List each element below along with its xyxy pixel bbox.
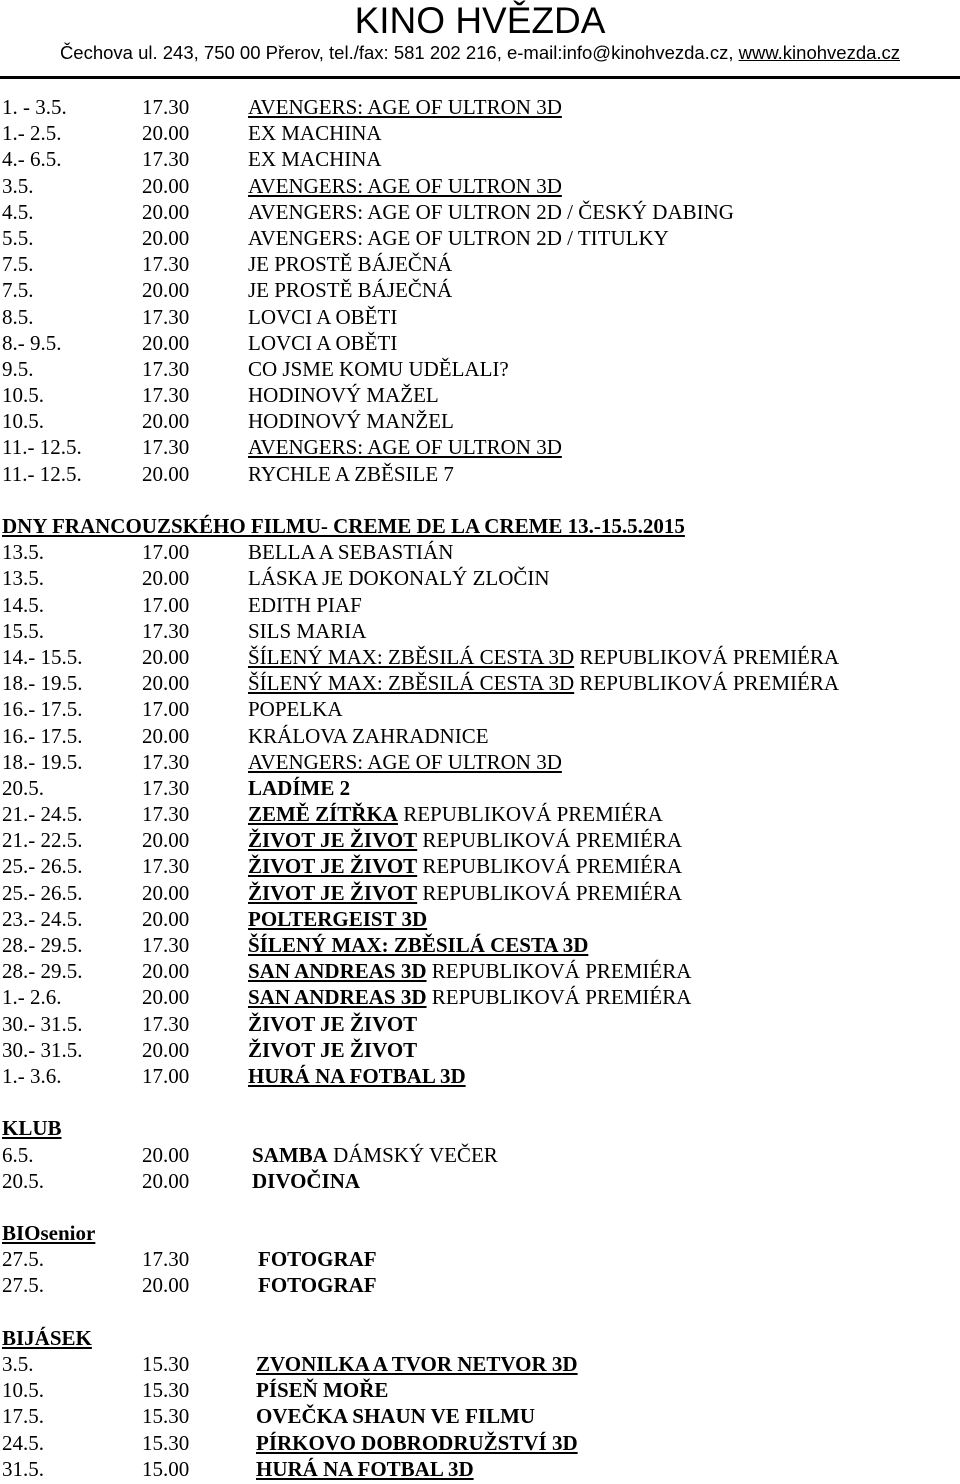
screening-date: 16.- 17.5. xyxy=(2,697,83,722)
screening-date: 6.5. xyxy=(2,1142,34,1167)
screening-date: 24.5. xyxy=(2,1430,44,1455)
screening-time: 15.00 xyxy=(142,1456,190,1481)
film-entry xyxy=(248,670,839,696)
film-entry xyxy=(248,356,509,382)
film-entry xyxy=(248,225,669,251)
film-entry xyxy=(248,827,682,853)
film-title: ŽIVOT JE ŽIVOT xyxy=(248,1037,418,1062)
schedule-row xyxy=(0,723,960,749)
screening-date: 23.- 24.5. xyxy=(2,906,83,931)
film-entry xyxy=(248,932,588,958)
bijasek-program-list xyxy=(0,1351,960,1482)
schedule-row xyxy=(0,1377,960,1403)
screening-time: 20.00 xyxy=(142,1037,190,1062)
film-note: REPUBLIKOVÁ PREMIÉRA xyxy=(431,985,692,1010)
film-entry xyxy=(248,696,343,722)
film-note: DÁMSKÝ VEČER xyxy=(333,1142,498,1167)
film-note: REPUBLIKOVÁ PREMIÉRA xyxy=(403,802,663,827)
page-header xyxy=(0,0,960,65)
schedule-row xyxy=(0,173,960,199)
film-title: SILS MARIA xyxy=(248,618,367,643)
festival-heading: DNY FRANCOUZSKÉHO FILMU- CREME DE LA CREME 13.-15.5.2015 xyxy=(2,514,685,538)
film-entry xyxy=(248,723,489,749)
screening-time: 17.30 xyxy=(142,1011,190,1036)
film-title: JE PROSTĚ BÁJEČNÁ xyxy=(248,252,453,277)
contact-line xyxy=(0,41,960,65)
film-entry xyxy=(248,251,452,277)
film-note: REPUBLIKOVÁ PREMIÉRA xyxy=(431,959,692,984)
film-title: DIVOČINA xyxy=(252,1168,361,1193)
screening-time: 20.00 xyxy=(142,959,190,984)
schedule-row xyxy=(0,984,960,1010)
cinema-title: KINO HVĚZDA xyxy=(354,0,606,41)
screening-date: 30.- 31.5. xyxy=(2,1037,83,1062)
schedule-row xyxy=(0,592,960,618)
screening-time: 20.00 xyxy=(142,723,190,748)
film-title: ŠÍLENÝ MAX: ZBĚSILÁ CESTA 3D xyxy=(248,933,589,957)
screening-date: 27.5. xyxy=(2,1273,44,1298)
screening-time: 20.00 xyxy=(142,644,190,669)
film-title: HODINOVÝ MANŽEL xyxy=(248,409,454,434)
film-title: ŠÍLENÝ MAX: ZBĚSILÁ CESTA 3D xyxy=(248,671,575,696)
film-entry xyxy=(248,801,663,827)
schedule-row xyxy=(0,120,960,146)
film-entry xyxy=(256,1377,388,1403)
screening-date: 20.5. xyxy=(2,775,44,800)
screening-date: 4.- 6.5. xyxy=(2,147,62,172)
screening-time: 17.30 xyxy=(142,854,190,879)
film-entry xyxy=(248,775,350,801)
screening-time: 17.30 xyxy=(142,802,190,827)
screening-date: 13.5. xyxy=(2,566,44,591)
film-title: HURÁ NA FOTBAL 3D xyxy=(248,1063,466,1088)
schedule-row xyxy=(0,1168,960,1194)
schedule-row xyxy=(0,199,960,225)
screening-date: 14.- 15.5. xyxy=(2,644,83,669)
film-title: AVENGERS: AGE OF ULTRON 3D xyxy=(248,173,562,198)
schedule-row xyxy=(0,853,960,879)
film-note: REPUBLIKOVÁ PREMIÉRA xyxy=(422,828,683,853)
film-entry xyxy=(248,277,452,303)
screening-time: 17.30 xyxy=(142,435,190,460)
biosenior-heading: BIOsenior xyxy=(2,1221,96,1246)
screening-date: 14.5. xyxy=(2,592,44,617)
schedule-row xyxy=(0,408,960,434)
film-entry xyxy=(248,592,362,618)
film-entry xyxy=(256,1403,535,1429)
film-entry xyxy=(248,330,397,356)
film-title: AVENGERS: AGE OF ULTRON 2D / TITULKY xyxy=(248,225,669,250)
screening-date: 1.- 2.5. xyxy=(2,121,62,146)
screening-time: 15.30 xyxy=(142,1378,190,1403)
screening-date: 18.- 19.5. xyxy=(2,671,83,696)
schedule-row xyxy=(0,565,960,591)
screening-date: 17.5. xyxy=(2,1404,44,1429)
screening-time: 20.00 xyxy=(142,906,190,931)
film-entry xyxy=(248,906,427,932)
screening-date: 10.5. xyxy=(2,1378,44,1403)
screening-date: 10.5. xyxy=(2,383,44,408)
film-entry xyxy=(258,1246,377,1272)
screening-time: 17.00 xyxy=(142,1063,190,1088)
film-entry xyxy=(248,749,562,775)
schedule-row xyxy=(0,801,960,827)
screening-time: 20.00 xyxy=(142,461,190,486)
main-program-list xyxy=(0,94,960,487)
screening-time: 20.00 xyxy=(142,409,190,434)
schedule-row xyxy=(0,146,960,172)
schedule-row xyxy=(0,1430,960,1456)
film-entry xyxy=(248,382,439,408)
film-title: KRÁLOVA ZAHRADNICE xyxy=(248,723,489,748)
screening-time: 15.30 xyxy=(142,1352,190,1376)
screening-date: 4.5. xyxy=(2,199,34,224)
film-title: AVENGERS: AGE OF ULTRON 3D xyxy=(248,749,562,774)
film-title: EDITH PIAF xyxy=(248,592,362,617)
screening-time: 17.00 xyxy=(142,540,190,565)
screening-date: 21.- 22.5. xyxy=(2,828,83,853)
film-entry xyxy=(256,1430,578,1456)
screening-time: 20.00 xyxy=(142,199,190,224)
klub-program-list xyxy=(0,1142,960,1194)
screening-time: 20.00 xyxy=(142,566,190,591)
screening-time: 20.00 xyxy=(142,1273,190,1298)
film-title: ZVONILKA A TVOR NETVOR 3D xyxy=(256,1352,578,1376)
film-title: PÍSEŇ MOŘE xyxy=(256,1378,389,1403)
screening-date: 15.5. xyxy=(2,618,44,643)
screening-time: 17.30 xyxy=(142,147,190,172)
screening-time: 20.00 xyxy=(142,671,190,696)
schedule-row xyxy=(0,434,960,460)
film-entry xyxy=(248,408,454,434)
film-title: BELLA A SEBASTIÁN xyxy=(248,540,454,565)
film-title: HODINOVÝ MAŽEL xyxy=(248,383,439,408)
film-title: JE PROSTĚ BÁJEČNÁ xyxy=(248,278,453,303)
film-title: EX MACHINA xyxy=(248,147,382,172)
film-entry xyxy=(248,539,453,565)
film-entry xyxy=(252,1142,498,1168)
schedule-row xyxy=(0,330,960,356)
screening-date: 11.- 12.5. xyxy=(2,435,82,460)
film-title: LÁSKA JE DOKONALÝ ZLOČIN xyxy=(248,566,550,591)
screening-time: 17.30 xyxy=(142,1247,190,1272)
schedule-row xyxy=(0,304,960,330)
schedule-row xyxy=(0,94,960,120)
film-title: ZEMĚ ZÍTŘKA xyxy=(248,802,398,827)
schedule-row xyxy=(0,277,960,303)
screening-date: 10.5. xyxy=(2,409,44,434)
film-entry xyxy=(248,1037,417,1063)
schedule-row xyxy=(0,644,960,670)
screening-date: 13.5. xyxy=(2,540,44,565)
film-note: REPUBLIKOVÁ PREMIÉRA xyxy=(579,644,840,669)
film-title: PÍRKOVO DOBRODRUŽSTVÍ 3D xyxy=(256,1430,578,1455)
screening-time: 17.00 xyxy=(142,592,190,617)
screening-date: 28.- 29.5. xyxy=(2,959,83,984)
schedule-row xyxy=(0,251,960,277)
screening-date: 16.- 17.5. xyxy=(2,723,83,748)
screening-time: 20.00 xyxy=(142,121,190,146)
spacer xyxy=(0,1194,960,1220)
film-title: LOVCI A OBĚTI xyxy=(248,330,398,355)
film-entry xyxy=(248,461,454,487)
film-title: EX MACHINA xyxy=(248,121,382,146)
film-entry xyxy=(256,1351,578,1377)
film-title: AVENGERS: AGE OF ULTRON 2D / ČESKÝ DABING xyxy=(248,199,734,224)
film-entry xyxy=(248,958,691,984)
spacer xyxy=(0,1089,960,1115)
film-entry xyxy=(248,434,562,460)
film-entry xyxy=(248,94,562,120)
film-title: ŠÍLENÝ MAX: ZBĚSILÁ CESTA 3D xyxy=(248,644,575,669)
film-note: REPUBLIKOVÁ PREMIÉRA xyxy=(422,880,683,905)
screening-date: 5.5. xyxy=(2,225,34,250)
film-entry xyxy=(248,120,382,146)
screening-date: 31.5. xyxy=(2,1456,44,1481)
header-divider xyxy=(0,76,960,79)
spacer xyxy=(0,487,960,513)
screening-time: 17.30 xyxy=(142,749,190,774)
screening-date: 21.- 24.5. xyxy=(2,802,83,827)
film-entry xyxy=(248,199,734,225)
screening-date: 8.5. xyxy=(2,304,34,329)
schedule-row xyxy=(0,775,960,801)
screening-date: 30.- 31.5. xyxy=(2,1011,83,1036)
film-title: FOTOGRAF xyxy=(258,1273,377,1298)
screening-date: 1. - 3.5. xyxy=(2,95,67,119)
schedule-row xyxy=(0,1403,960,1429)
screening-date: 25.- 26.5. xyxy=(2,854,83,879)
film-entry xyxy=(248,304,397,330)
screening-date: 3.5. xyxy=(2,1352,34,1376)
film-entry xyxy=(248,880,682,906)
film-entry xyxy=(258,1272,377,1298)
film-note: REPUBLIKOVÁ PREMIÉRA xyxy=(579,671,840,696)
film-title: OVEČKA SHAUN VE FILMU xyxy=(256,1404,536,1429)
screening-date: 9.5. xyxy=(2,356,34,381)
film-title: SAMBA xyxy=(252,1142,328,1167)
film-entry xyxy=(248,173,562,199)
film-entry xyxy=(252,1168,360,1194)
schedule-row xyxy=(0,1456,960,1482)
schedule-row xyxy=(0,1351,960,1377)
screening-time: 20.00 xyxy=(142,330,190,355)
screening-date: 8.- 9.5. xyxy=(2,330,62,355)
screening-date: 28.- 29.5. xyxy=(2,933,83,957)
film-entry xyxy=(248,146,382,172)
schedule xyxy=(0,94,960,1482)
screening-time: 20.00 xyxy=(142,1168,190,1193)
schedule-row xyxy=(0,539,960,565)
screening-time: 17.30 xyxy=(142,933,190,957)
screening-time: 17.30 xyxy=(142,775,190,800)
schedule-row xyxy=(0,1011,960,1037)
schedule-row xyxy=(0,906,960,932)
screening-date: 25.- 26.5. xyxy=(2,880,83,905)
screening-time: 20.00 xyxy=(142,173,190,198)
film-title: ŽIVOT JE ŽIVOT xyxy=(248,828,418,853)
film-title: RYCHLE A ZBĚSILE 7 xyxy=(248,461,454,486)
klub-heading: KLUB xyxy=(2,1116,62,1141)
contact-address: Čechova ul. 243, 750 00 Přerov, tel./fax: 581 202 216, e-mail:info@kinohvezda.cz, xyxy=(59,42,739,63)
screening-time: 20.00 xyxy=(142,225,190,250)
film-title: HURÁ NA FOTBAL 3D xyxy=(256,1456,474,1481)
schedule-row xyxy=(0,1037,960,1063)
film-entry xyxy=(248,984,691,1010)
website-link[interactable]: www.kinohvezda.cz xyxy=(738,42,901,63)
screening-time: 17.30 xyxy=(142,95,190,119)
schedule-row xyxy=(0,1142,960,1168)
screening-date: 1.- 3.6. xyxy=(2,1063,62,1088)
schedule-row xyxy=(0,670,960,696)
film-title: AVENGERS: AGE OF ULTRON 3D xyxy=(248,435,562,460)
schedule-row xyxy=(0,461,960,487)
schedule-row xyxy=(0,749,960,775)
screening-date: 20.5. xyxy=(2,1168,44,1193)
screening-date: 7.5. xyxy=(2,252,34,277)
film-entry xyxy=(248,1011,417,1037)
screening-date: 18.- 19.5. xyxy=(2,749,83,774)
film-title: ŽIVOT JE ŽIVOT xyxy=(248,854,418,879)
screening-time: 17.30 xyxy=(142,356,190,381)
screening-time: 17.30 xyxy=(142,618,190,643)
schedule-row xyxy=(0,618,960,644)
film-title: LOVCI A OBĚTI xyxy=(248,304,398,329)
screening-date: 3.5. xyxy=(2,173,34,198)
festival-program-list xyxy=(0,539,960,1089)
biosenior-program-list xyxy=(0,1246,960,1298)
screening-time: 20.00 xyxy=(142,828,190,853)
screening-time: 17.30 xyxy=(142,383,190,408)
film-title: SAN ANDREAS 3D xyxy=(248,959,427,984)
schedule-row xyxy=(0,1063,960,1089)
screening-time: 15.30 xyxy=(142,1404,190,1429)
schedule-row xyxy=(0,958,960,984)
schedule-row xyxy=(0,1246,960,1272)
film-title: POPELKA xyxy=(248,697,343,722)
schedule-row xyxy=(0,880,960,906)
film-entry xyxy=(248,853,682,879)
screening-date: 27.5. xyxy=(2,1247,44,1272)
film-entry xyxy=(248,618,366,644)
film-entry xyxy=(248,565,550,591)
film-title: POLTERGEIST 3D xyxy=(248,906,428,931)
screening-time: 17.30 xyxy=(142,304,190,329)
screening-time: 20.00 xyxy=(142,278,190,303)
screening-time: 20.00 xyxy=(142,880,190,905)
schedule-row xyxy=(0,356,960,382)
film-entry xyxy=(256,1456,474,1482)
film-title: FOTOGRAF xyxy=(258,1247,377,1272)
schedule-row xyxy=(0,382,960,408)
screening-date: 11.- 12.5. xyxy=(2,461,82,486)
film-note: REPUBLIKOVÁ PREMIÉRA xyxy=(422,854,683,879)
film-title: LADÍME 2 xyxy=(248,775,351,800)
spacer xyxy=(0,1299,960,1325)
schedule-row xyxy=(0,932,960,958)
screening-time: 20.00 xyxy=(142,1142,190,1167)
film-title: CO JSME KOMU UDĚLALI? xyxy=(248,356,509,381)
screening-time: 15.30 xyxy=(142,1430,190,1455)
schedule-row xyxy=(0,696,960,722)
screening-time: 20.00 xyxy=(142,985,190,1010)
screening-date: 1.- 2.6. xyxy=(2,985,62,1010)
schedule-row xyxy=(0,1272,960,1298)
film-title: ŽIVOT JE ŽIVOT xyxy=(248,1011,418,1036)
film-title: ŽIVOT JE ŽIVOT xyxy=(248,880,418,905)
bijasek-heading: BIJÁSEK xyxy=(2,1325,92,1350)
film-entry xyxy=(248,644,839,670)
schedule-row xyxy=(0,225,960,251)
screening-time: 17.00 xyxy=(142,697,190,722)
screening-time: 17.30 xyxy=(142,252,190,277)
film-title: AVENGERS: AGE OF ULTRON 3D xyxy=(248,95,562,119)
screening-date: 7.5. xyxy=(2,278,34,303)
film-entry xyxy=(248,1063,466,1089)
film-title: SAN ANDREAS 3D xyxy=(248,985,427,1010)
schedule-row xyxy=(0,827,960,853)
